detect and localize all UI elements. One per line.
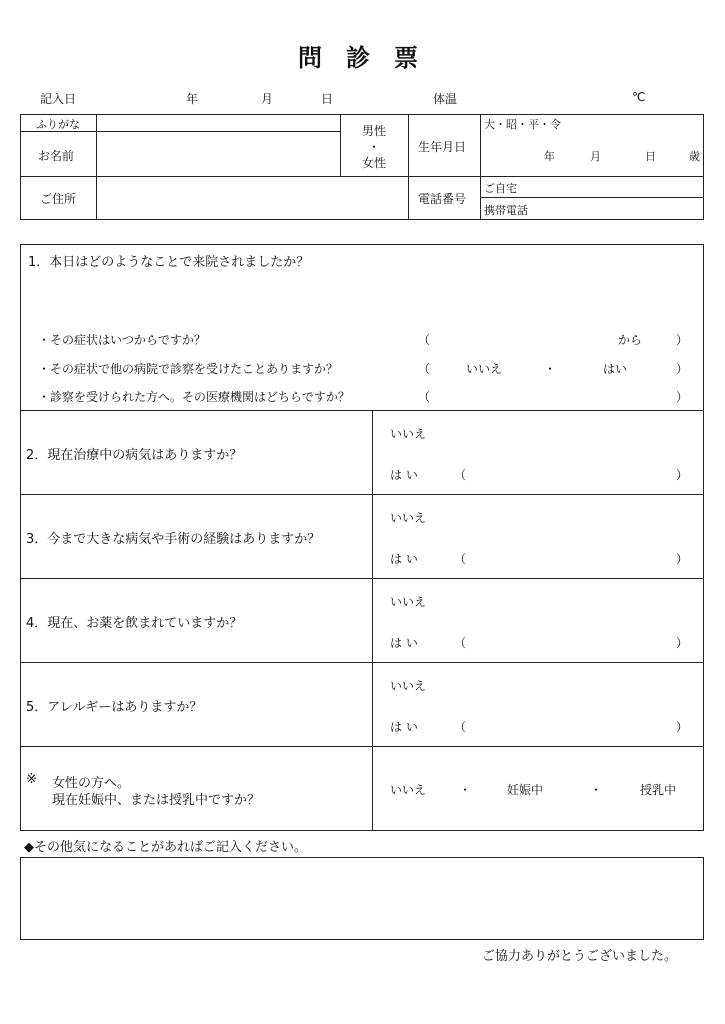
q1-sub3-text: ・診察を受けられた方へ。その医療機関はどちらですか？ (38, 390, 350, 404)
temperature-unit: ℃ (632, 90, 646, 104)
age-label: 歳 (689, 150, 700, 163)
q6-no-option[interactable]: いいえ (390, 783, 427, 797)
question-4: 4．現在、お薬を飲まれていますか？ (26, 616, 243, 631)
q4-yes-option[interactable]: は い (390, 636, 418, 650)
q1-sub1-text: ・その症状はいつからですか？ (38, 333, 206, 347)
name-field[interactable] (98, 133, 338, 175)
q4-open-paren: （ (454, 636, 467, 650)
q1-sub3-open-paren: （ (418, 390, 431, 404)
question-3: 3．今まで大きな病気や手術の経験はありますか？ (26, 532, 321, 547)
entry-month-label: 月 (261, 92, 274, 106)
gender-separator: ・ (367, 140, 380, 154)
q4-close-paren: ） (676, 636, 689, 650)
q6-pregnant-option[interactable]: 妊娠中 (507, 783, 544, 797)
q3-close-paren: ） (676, 552, 689, 566)
q5-close-paren: ） (676, 720, 689, 734)
phone-label: 電話番号 (418, 192, 467, 206)
q3-no-option[interactable]: いいえ (390, 511, 427, 525)
q6-separator-1: ・ (459, 783, 472, 797)
furigana-label: ふりがな (36, 118, 80, 131)
q6-line-1: 女性の方へ。 (52, 776, 131, 791)
birth-month-label: 月 (590, 150, 601, 163)
q1-sub2-close-paren: ） (676, 362, 689, 376)
q1-sub1-since: から (618, 333, 643, 347)
other-notes-label: ◆その他気になることがあればご記入ください。 (24, 840, 307, 855)
q6-nursing-option[interactable]: 授乳中 (640, 783, 677, 797)
male-option[interactable]: 男性 (361, 124, 386, 138)
birth-day-label: 日 (645, 150, 656, 163)
birth-year-label: 年 (544, 150, 555, 163)
q5-yes-option[interactable]: は い (390, 720, 418, 734)
q6-line-2: 現在妊娠中、または授乳中ですか？ (52, 793, 261, 808)
q1-sub2-separator: ・ (544, 362, 557, 376)
entry-year-label: 年 (186, 92, 199, 106)
q2-no-option[interactable]: いいえ (390, 427, 427, 441)
birthdate-label: 生年月日 (418, 140, 467, 154)
question-5: 5．アレルギーはありますか？ (26, 700, 203, 715)
thank-you-message: ご協力ありがとうございました。 (482, 949, 678, 964)
q1-sub2-open-paren: （ (418, 362, 431, 376)
q1-sub2-text: ・その症状で他の病院で診察を受けたことありますか？ (38, 362, 339, 376)
q3-yes-option[interactable]: は い (390, 552, 418, 566)
female-option[interactable]: 女性 (361, 156, 386, 170)
q1-sub1-close-paren: ） (676, 333, 689, 347)
q1-sub1-open-paren: （ (418, 333, 431, 347)
q1-sub3-close-paren: ） (676, 390, 689, 404)
entry-day-label: 日 (321, 92, 334, 106)
era-options[interactable]: 大・昭・平・令 (484, 118, 561, 131)
q5-no-option[interactable]: いいえ (390, 679, 427, 693)
question-2: 2．現在治療中の病気はありますか？ (26, 448, 243, 463)
q1-sub2-no-option[interactable]: いいえ (466, 362, 503, 376)
q2-close-paren: ） (676, 468, 689, 482)
q3-open-paren: （ (454, 552, 467, 566)
address-field[interactable] (98, 178, 406, 218)
page-title: 問 診 票 (298, 44, 418, 72)
mobile-phone-label: 携帯電話 (484, 204, 528, 217)
q2-yes-option[interactable]: は い (390, 468, 418, 482)
name-label: お名前 (38, 149, 75, 163)
q1-sub2-yes-option[interactable]: はい (603, 362, 628, 376)
q2-open-paren: （ (454, 468, 467, 482)
q6-separator-2: ・ (590, 783, 603, 797)
address-label: ご住所 (40, 192, 77, 206)
q4-no-option[interactable]: いいえ (390, 595, 427, 609)
entry-date-label: 記入日 (40, 92, 77, 106)
furigana-field[interactable] (98, 116, 338, 130)
temperature-label: 体温 (433, 92, 458, 106)
question-1: 1．本日はどのようなことで来院されましたか？ (28, 255, 310, 270)
q5-open-paren: （ (454, 720, 467, 734)
other-notes-field[interactable] (20, 857, 704, 940)
home-phone-label: ご自宅 (484, 182, 517, 195)
q6-mark: ※ (26, 772, 37, 787)
